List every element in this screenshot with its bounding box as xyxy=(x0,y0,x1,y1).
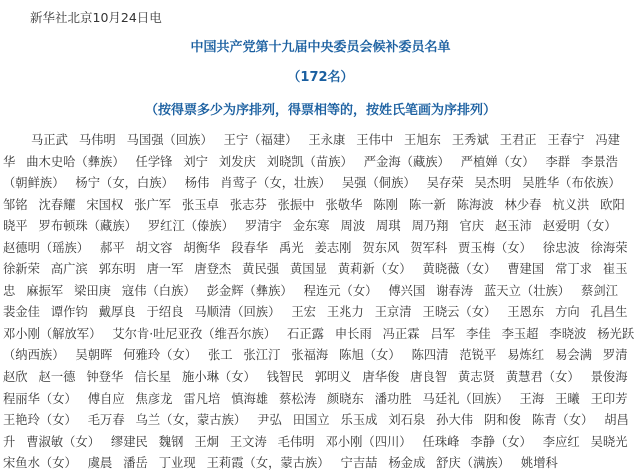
name-item: 王永康 xyxy=(308,133,346,147)
name-item: 黄志贤 xyxy=(458,370,495,385)
name-item: 高广滨 xyxy=(50,262,88,277)
name-item: 信长星 xyxy=(134,370,172,385)
name-item: 乌兰（女，蒙古族） xyxy=(135,413,247,428)
name-item: 郭明义 xyxy=(314,370,352,385)
name-item: 戴厚良 xyxy=(98,305,136,320)
name-item: 张广军 xyxy=(134,197,172,212)
name-item: 徐新荣 xyxy=(3,262,40,277)
name-item: 沈春耀 xyxy=(38,197,76,212)
name-item: 田国立 xyxy=(292,413,330,428)
name-item: 段春华 xyxy=(231,240,269,255)
name-item: 毛万春 xyxy=(87,413,125,428)
name-item: 景俊海 xyxy=(590,370,628,385)
name-list xyxy=(3,130,637,475)
name-item: 罗红江（傣族） xyxy=(147,219,234,234)
name-item: 邓小刚（解放军） xyxy=(3,326,102,341)
name-item: 蔡剑江 xyxy=(581,283,618,298)
name-item: 马顺清（回族） xyxy=(194,305,281,320)
name-item: 吴杰明 xyxy=(474,176,512,191)
dateline: 新华社北京10月24日电 xyxy=(30,10,162,25)
name-item: 杨宁（女，白族） xyxy=(75,176,174,191)
name-item: 颜晓东 xyxy=(326,391,364,406)
name-item: 吴晓光 xyxy=(590,434,628,449)
name-item: 黄慧君（女） xyxy=(505,370,580,385)
name-item: 陈一新 xyxy=(408,197,446,212)
name-item: 李佳 xyxy=(466,326,491,341)
name-item: 王海 xyxy=(519,391,545,406)
name-item: 胡衡华 xyxy=(183,240,221,255)
name-item: 王艳玲（女） xyxy=(3,413,77,428)
name-item: 吕军 xyxy=(430,326,456,341)
name-item: 黄晓薇（女） xyxy=(422,262,497,277)
name-item: 麻振军 xyxy=(26,283,64,298)
name-item: 宁吉喆 xyxy=(340,456,378,471)
name-item: 杨伟 xyxy=(184,176,210,191)
name-item: 罗清宇 xyxy=(244,219,282,234)
name-item: 申长雨 xyxy=(334,326,372,341)
name-item: 王印芳 xyxy=(590,391,628,406)
name-item: 孙大伟 xyxy=(436,413,474,428)
name-item: 宋国权 xyxy=(86,197,124,212)
name-item: 潘功胜 xyxy=(374,391,412,406)
name-item: 施小琳（女） xyxy=(182,370,256,385)
name-item: 张江汀 xyxy=(243,348,281,363)
name-item: 贾玉梅（女） xyxy=(458,240,532,255)
name-item: 赵爱明（女） xyxy=(542,219,617,234)
name-item: 冯正霖 xyxy=(382,326,420,341)
name-item: 虞晨 xyxy=(87,456,113,471)
name-item: 周波 xyxy=(340,219,366,234)
name-item: 严植婵（女） xyxy=(460,154,535,169)
name-item: 姚增科 xyxy=(520,456,558,471)
name-item: 王宁（福建） xyxy=(223,133,298,147)
name-item: 马廷礼（回族） xyxy=(422,391,509,406)
name-item: 吴朝晖 xyxy=(75,348,113,363)
name-item: 周乃翔 xyxy=(411,219,449,234)
name-item: 陈旭（女） xyxy=(339,348,401,363)
name-item: 黄民强 xyxy=(242,262,280,277)
name-item: 彭金辉（彝族） xyxy=(206,283,293,298)
name-item: 方向 xyxy=(555,305,580,320)
name-item: 吴存荣 xyxy=(426,176,464,191)
name-item: 魏钢 xyxy=(158,434,184,449)
name-item: 吴强（侗族） xyxy=(341,176,416,191)
name-item: 蔡松涛 xyxy=(279,391,316,406)
name-item: 易炼红 xyxy=(507,348,545,363)
name-item: 陈刚 xyxy=(373,197,398,212)
name-item: 王伟中 xyxy=(356,133,394,147)
name-item: 孔昌生 xyxy=(590,305,628,320)
name-item: 宋鱼水（女） xyxy=(3,456,77,471)
name-item: 肖莺子（女，壮族） xyxy=(220,176,331,191)
name-item: 徐忠波 xyxy=(542,240,580,255)
name-item: 林少春 xyxy=(504,197,542,212)
name-item: 金东寒 xyxy=(292,219,330,234)
name-item: 郝平 xyxy=(100,240,125,255)
name-item: 王春宁 xyxy=(547,133,585,147)
name-item: 张玉卓 xyxy=(182,197,219,212)
name-item: 马正武 xyxy=(31,133,68,147)
name-item: 丁业现 xyxy=(158,456,196,471)
name-item: 唐一军 xyxy=(146,262,184,277)
name-item: 胡文容 xyxy=(135,240,173,255)
name-item: 唐华俊 xyxy=(362,370,400,385)
name-item: 缪建民 xyxy=(110,434,148,449)
name-item: 谭作钧 xyxy=(50,305,88,320)
name-item: 毛伟明 xyxy=(277,434,315,449)
name-item: 何雅玲（女） xyxy=(123,348,198,363)
name-item: 陈四清 xyxy=(411,348,449,363)
name-item: 邹铭 xyxy=(3,197,28,212)
name-item: 乐玉成 xyxy=(340,413,378,428)
name-item: 王莉霞（女，蒙古族） xyxy=(206,456,330,471)
name-item: 范锐平 xyxy=(459,348,497,363)
name-item: 曹建国 xyxy=(507,262,545,277)
name-item: 王兆力 xyxy=(326,305,364,320)
name-item: 陈青（女） xyxy=(531,413,594,428)
name-item: 张志芬 xyxy=(229,197,267,212)
name-item: 雷凡培 xyxy=(183,391,221,406)
name-item: 潘岳 xyxy=(123,456,148,471)
name-item: 曲木史哈（彝族） xyxy=(26,154,125,169)
name-item: 舒庆（满族） xyxy=(436,456,510,471)
name-item: 官庆 xyxy=(459,219,485,234)
name-item: 焦彦龙 xyxy=(135,391,173,406)
name-item: 程连元（女） xyxy=(303,283,378,298)
name-item: 陈海波 xyxy=(456,197,494,212)
name-item: 贺东风 xyxy=(362,240,400,255)
name-item: 常丁求 xyxy=(555,262,592,277)
name-item: 傅自应 xyxy=(87,391,125,406)
name-item: 赵一德 xyxy=(38,370,76,385)
name-item: 傅兴国 xyxy=(388,283,426,298)
name-item: 蓝天立（壮族） xyxy=(484,283,571,298)
name-item: 程丽华（女） xyxy=(3,391,77,406)
name-item: 黄国显 xyxy=(289,262,327,277)
name-item: 赵德明（瑶族） xyxy=(3,240,90,255)
name-item: 李静（女） xyxy=(470,434,532,449)
name-item: 赵欣 xyxy=(3,370,28,385)
name-item: 禹光 xyxy=(279,240,304,255)
name-item: 贺军科 xyxy=(410,240,448,255)
name-item: 曹淑敏（女） xyxy=(26,434,101,449)
document-title: 中国共产党第十九届中央委员会候补委员名单 xyxy=(190,40,451,55)
name-item: 张敬华 xyxy=(325,197,363,212)
name-item: 艾尔肯·吐尼亚孜（维吾尔族） xyxy=(112,326,277,341)
name-item: 张振中 xyxy=(277,197,315,212)
name-item: 严金海（藏族） xyxy=(363,154,450,169)
name-item: 徐海荣 xyxy=(590,240,628,255)
name-item: 王宏 xyxy=(291,305,316,320)
name-item: 王晓云（女） xyxy=(422,305,497,320)
name-item: 尹弘 xyxy=(257,413,282,428)
name-item: 易会满 xyxy=(555,348,592,363)
name-item: 王文涛 xyxy=(229,434,267,449)
name-item: 裴金佳 xyxy=(3,305,40,320)
name-item: 任珠峰 xyxy=(422,434,460,449)
name-item: 李玉超 xyxy=(501,326,539,341)
name-item: 唐良智 xyxy=(410,370,448,385)
name-item: 李应红 xyxy=(542,434,580,449)
name-item: 任学锋 xyxy=(135,154,173,169)
name-item: 周琪 xyxy=(376,219,401,234)
name-item: 刘发庆 xyxy=(218,154,256,169)
name-item: 刘宁 xyxy=(183,154,208,169)
name-item: 郭东明 xyxy=(98,262,136,277)
name-item: 钱智民 xyxy=(266,370,304,385)
name-item: 谢春涛 xyxy=(436,283,474,298)
name-item: 石正露 xyxy=(287,326,324,341)
name-item: 刘晓凯（苗族） xyxy=(266,154,353,169)
name-item: 黄莉新（女） xyxy=(337,262,412,277)
name-item: 马国强（回族） xyxy=(126,133,213,147)
name-item: 唐登杰 xyxy=(194,262,232,277)
name-item: 阴和俊 xyxy=(484,413,521,428)
name-item: 杭义洪 xyxy=(552,197,590,212)
name-item: 赵玉沛 xyxy=(494,219,532,234)
member-count: （172名） xyxy=(287,70,354,85)
name-item: 王恩东 xyxy=(507,305,545,320)
name-item: 慎海雄 xyxy=(231,391,269,406)
name-item: 王君正 xyxy=(499,133,537,147)
name-item: 冯建华 xyxy=(3,133,620,169)
name-item: 梁田庚 xyxy=(74,283,111,298)
name-item: 刘石泉 xyxy=(388,413,426,428)
name-item: 姜志刚 xyxy=(314,240,352,255)
ordering-note: （按得票多少为序排列，得票相等的，按姓氏笔画为序排列） xyxy=(144,103,496,118)
name-item: 寇伟（白族） xyxy=(121,283,196,298)
name-item: 王曦 xyxy=(555,391,580,406)
name-item: 欧阳晓平 xyxy=(3,197,625,234)
name-item: 王秀斌 xyxy=(451,133,489,147)
name-item: 罗布顿珠（藏族） xyxy=(38,219,137,234)
name-item: 王旭东 xyxy=(404,133,441,147)
name-item: 王炯 xyxy=(194,434,219,449)
name-item: 于绍良 xyxy=(146,305,184,320)
name-item: 钟登华 xyxy=(86,370,124,385)
name-item: 杨金成 xyxy=(388,456,426,471)
name-item: 杨光跃（纳西族） xyxy=(3,326,635,363)
name-item: 王京清 xyxy=(374,305,412,320)
name-item: 罗清 xyxy=(602,348,628,363)
name-item: 李群 xyxy=(545,154,571,169)
name-item: 马伟明 xyxy=(78,133,116,147)
name-item: 李晓波 xyxy=(549,326,587,341)
name-item: 崔玉忠 xyxy=(3,262,628,298)
name-item: 张福海 xyxy=(291,348,329,363)
name-item: 胡昌升 xyxy=(3,413,629,449)
name-item: 李景浩（朝鲜族） xyxy=(3,154,618,191)
name-item: 邓小刚（四川） xyxy=(325,434,412,449)
name-item: 张工 xyxy=(207,348,233,363)
name-item: 吴胜华（布依族） xyxy=(522,176,621,191)
